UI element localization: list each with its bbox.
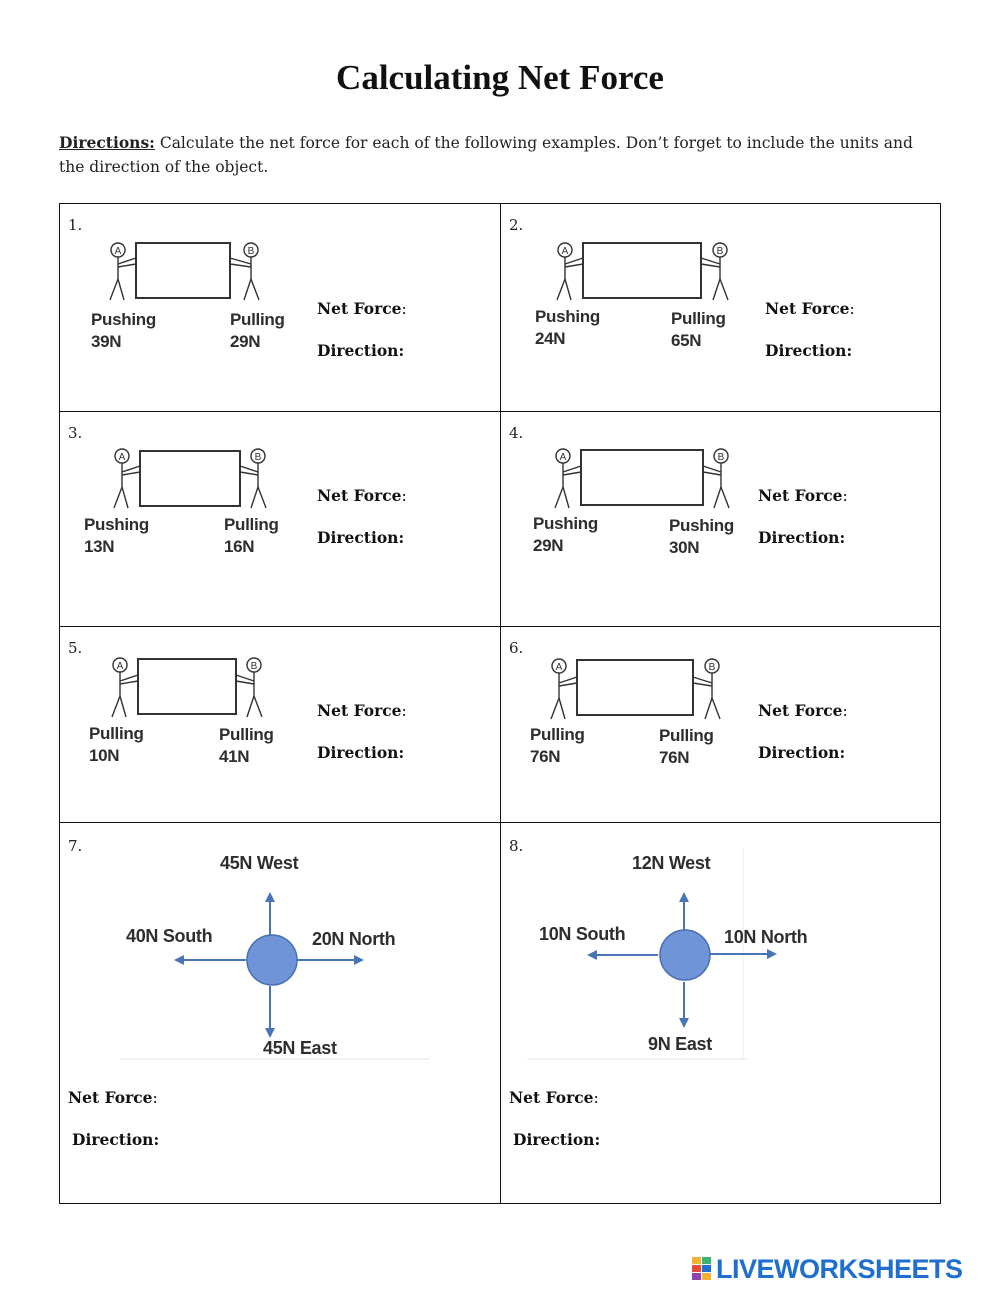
problem-cell-7 xyxy=(60,823,500,1203)
right-force: 16N xyxy=(224,537,255,556)
right-force: 65N xyxy=(671,331,702,350)
net-force-colon: : xyxy=(593,1089,599,1107)
direction-prompt xyxy=(758,528,845,547)
net-force-label: Net Force xyxy=(758,701,843,720)
left-action: Pulling xyxy=(530,725,585,744)
net-force-prompt xyxy=(509,1088,599,1107)
left-force-label xyxy=(89,723,144,767)
net-force-label: Net Force xyxy=(317,701,402,720)
force-right-label: 20N North xyxy=(312,929,396,949)
problem-number: 4. xyxy=(509,424,524,442)
left-action: Pushing xyxy=(535,307,600,326)
problem-number: 5. xyxy=(68,639,83,657)
left-force: 39N xyxy=(91,332,122,351)
net-force-colon: : xyxy=(842,702,848,720)
direction-label: Direction: xyxy=(72,1130,160,1149)
arrow-right-icon xyxy=(767,949,777,959)
direction-prompt xyxy=(317,528,404,547)
right-force-label xyxy=(230,309,285,353)
problem-cell-8 xyxy=(501,823,941,1203)
logo-text: LIVEWORKSHEETS xyxy=(716,1253,963,1284)
net-force-label: Net Force xyxy=(68,1088,153,1107)
direction-label: Direction: xyxy=(317,341,405,360)
directions xyxy=(59,131,939,179)
left-action: Pushing xyxy=(533,514,598,533)
net-force-prompt xyxy=(68,1088,158,1107)
direction-label: Direction: xyxy=(765,341,853,360)
net-force-colon: : xyxy=(842,487,848,505)
person-b-label: B xyxy=(250,661,258,672)
problem-number: 6. xyxy=(509,639,524,657)
net-force-prompt xyxy=(317,486,407,505)
box-diagram xyxy=(531,442,741,514)
liveworksheets-logo[interactable] xyxy=(692,1254,992,1284)
problem-cell-2 xyxy=(501,204,941,411)
force-down-label: 45N East xyxy=(263,1038,337,1058)
left-force-label xyxy=(91,309,156,353)
net-force-label: Net Force xyxy=(765,299,850,318)
net-force-colon: : xyxy=(849,300,855,318)
person-b-label: B xyxy=(247,246,255,257)
problem-grid xyxy=(59,203,941,1204)
direction-label: Direction: xyxy=(758,528,846,547)
left-force: 24N xyxy=(535,329,566,348)
left-force: 76N xyxy=(530,747,561,766)
left-force-label xyxy=(535,306,600,350)
net-force-label: Net Force xyxy=(317,486,402,505)
right-action: Pulling xyxy=(219,725,274,744)
net-force-prompt xyxy=(758,701,848,720)
net-force-prompt xyxy=(765,299,855,318)
box-diagram xyxy=(90,442,300,514)
problem-cell-5 xyxy=(60,627,500,822)
arrow-down-icon xyxy=(679,1018,689,1028)
page-title: Calculating Net Force xyxy=(336,58,664,97)
arrow-left-icon xyxy=(587,950,597,960)
right-force-label xyxy=(671,308,726,352)
direction-prompt xyxy=(72,1130,159,1149)
arrow-right-icon xyxy=(354,955,364,965)
compass-diagram xyxy=(120,848,435,1063)
direction-prompt xyxy=(758,743,845,762)
left-force: 29N xyxy=(533,536,564,555)
force-up-label: 45N West xyxy=(220,853,299,873)
force-left-label: 40N South xyxy=(126,926,213,946)
net-force-colon: : xyxy=(401,300,407,318)
box-diagram xyxy=(86,234,296,306)
left-force-label xyxy=(84,514,149,558)
force-left-label: 10N South xyxy=(539,924,626,944)
problem-cell-3 xyxy=(60,412,500,626)
net-force-label: Net Force xyxy=(758,486,843,505)
right-action: Pulling xyxy=(230,310,285,329)
problem-number: 2. xyxy=(509,216,524,234)
directions-label: Directions: xyxy=(59,133,155,152)
right-force-label xyxy=(669,515,734,559)
person-a-label: A xyxy=(116,661,124,672)
right-force-label xyxy=(224,514,279,558)
person-a-label: A xyxy=(561,246,569,257)
person-a-label: A xyxy=(559,452,567,463)
problem-number: 1. xyxy=(68,216,83,234)
person-a-label: A xyxy=(555,662,563,673)
box-diagram xyxy=(527,653,737,725)
net-force-label: Net Force xyxy=(509,1088,594,1107)
person-b-label: B xyxy=(708,662,716,673)
object-circle xyxy=(660,930,710,980)
right-force-label xyxy=(659,725,714,769)
direction-prompt xyxy=(317,743,404,762)
problem-number: 8. xyxy=(509,837,524,855)
arrow-up-icon xyxy=(265,892,275,902)
left-force-label xyxy=(530,724,585,768)
right-action: Pulling xyxy=(659,726,714,745)
net-force-prompt xyxy=(317,299,407,318)
net-force-prompt xyxy=(758,486,848,505)
left-action: Pushing xyxy=(84,515,149,534)
person-b-label: B xyxy=(254,452,262,463)
right-force: 30N xyxy=(669,538,700,557)
right-force: 41N xyxy=(219,747,250,766)
problem-number: 3. xyxy=(68,424,83,442)
person-b-label: B xyxy=(717,452,725,463)
arrow-up-icon xyxy=(679,892,689,902)
person-b-label: B xyxy=(716,246,724,257)
arrow-left-icon xyxy=(174,955,184,965)
left-action: Pushing xyxy=(91,310,156,329)
right-action: Pulling xyxy=(671,309,726,328)
person-a-label: A xyxy=(118,452,126,463)
direction-label: Direction: xyxy=(513,1130,601,1149)
arrow-down-icon xyxy=(265,1028,275,1038)
object-circle xyxy=(247,935,297,985)
net-force-colon: : xyxy=(401,702,407,720)
direction-prompt xyxy=(765,341,852,360)
box-diagram xyxy=(88,651,298,723)
liveworksheets-logo-icon xyxy=(692,1257,712,1281)
directions-text: Calculate the net force for each of the following examples. Don’t forget to include the units and the direction of the object. xyxy=(59,134,913,176)
force-down-label: 9N East xyxy=(648,1034,712,1054)
right-action: Pulling xyxy=(224,515,279,534)
right-force-label xyxy=(219,724,274,768)
person-a-label: A xyxy=(114,246,122,257)
direction-label: Direction: xyxy=(317,743,405,762)
direction-label: Direction: xyxy=(317,528,405,547)
problem-cell-1 xyxy=(60,204,500,411)
problem-number: 7. xyxy=(68,837,83,855)
problem-cell-4 xyxy=(501,412,941,626)
net-force-colon: : xyxy=(401,487,407,505)
compass-diagram xyxy=(527,848,847,1063)
force-up-label: 12N West xyxy=(632,853,711,873)
force-right-label: 10N North xyxy=(724,927,808,947)
left-force-label xyxy=(533,513,598,557)
right-force: 76N xyxy=(659,748,690,767)
net-force-prompt xyxy=(317,701,407,720)
left-force: 13N xyxy=(84,537,115,556)
problem-cell-6 xyxy=(501,627,941,822)
net-force-colon: : xyxy=(152,1089,158,1107)
net-force-label: Net Force xyxy=(317,299,402,318)
right-action: Pushing xyxy=(669,516,734,535)
left-action: Pulling xyxy=(89,724,144,743)
box-diagram xyxy=(533,234,743,306)
left-force: 10N xyxy=(89,746,120,765)
right-force: 29N xyxy=(230,332,261,351)
direction-prompt xyxy=(317,341,404,360)
direction-prompt xyxy=(513,1130,600,1149)
direction-label: Direction: xyxy=(758,743,846,762)
